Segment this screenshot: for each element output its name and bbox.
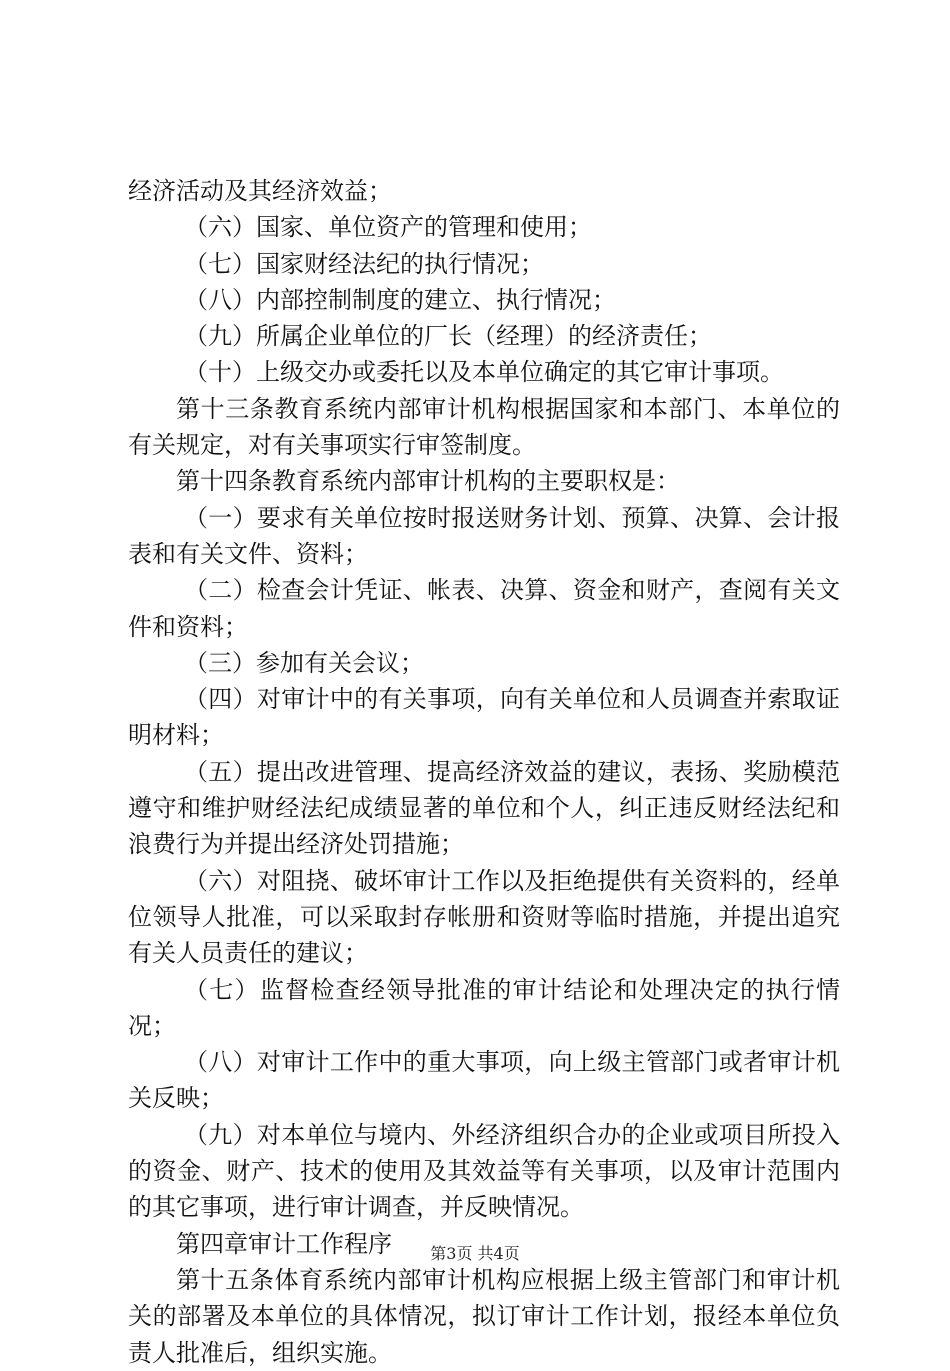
paragraph: 第十四条教育系统内部审计机构的主要职权是： [176,467,680,496]
paragraph: （八）对审计工作中的重大事项，向上级主管部门或者审计机关反映； [128,1048,840,1113]
paragraph: 经济活动及其经济效益； [128,177,392,205]
paragraph: （九）所属企业单位的厂长（经理）的经济责任； [184,322,712,351]
paragraph: （十）上级交办或委托以及本单位确定的其它审计事项。 [184,358,784,387]
paragraph: （九）对本单位与境内、外经济组织合办的企业或项目所投入的资金、财产、技术的使用及其效益等有关事项，以及审计范围内的其它事项，进行审计调查，并反映情况。 [128,1120,840,1222]
paragraph: 第十五条体育系统内部审计机构应根据上级主管部门和审计机关的部署及本单位的具体情况，拟订审计工作计划，报经本单位负责人批准后，组织实施。 [128,1265,840,1367]
document-body [128,173,840,1371]
paragraph: （二）检查会计凭证、帐表、决算、资金和财产，查阅有关文件和资料； [128,576,840,641]
paragraph: （七）监督检查经领导批准的审计结论和处理决定的执行情况； [128,975,840,1040]
paragraph: （一）要求有关单位按时报送财务计划、预算、决算、会计报表和有关文件、资料； [128,503,840,568]
page-footer: 第3页 共4页 [430,1244,520,1263]
paragraph: （七）国家财经法纪的执行情况； [184,249,544,278]
paragraph: （三）参加有关会议； [184,648,424,677]
paragraph: （五）提出改进管理、提高经济效益的建议，表扬、奖励模范遵守和维护财经法纪成绩显著的单位和个人，纠正违反财经法纪和浪费行为并提出经济处罚措施； [128,757,840,859]
paragraph: （六）国家、单位资产的管理和使用； [184,213,592,242]
paragraph: （四）对审计中的有关事项，向有关单位和人员调查并索取证明材料； [128,685,840,750]
paragraph: （六）对阻挠、破坏审计工作以及拒绝提供有关资料的，经单位领导人批准，可以采取封存帐册和资财等临时措施，并提出追究有关人员责任的建议； [128,866,840,968]
paragraph: 第四章审计工作程序 [176,1229,392,1258]
paragraph: （八）内部控制制度的建立、执行情况； [184,285,616,314]
paragraph: 第十三条教育系统内部审计机构根据国家和本部门、本单位的有关规定，对有关事项实行审签制度。 [128,394,840,460]
